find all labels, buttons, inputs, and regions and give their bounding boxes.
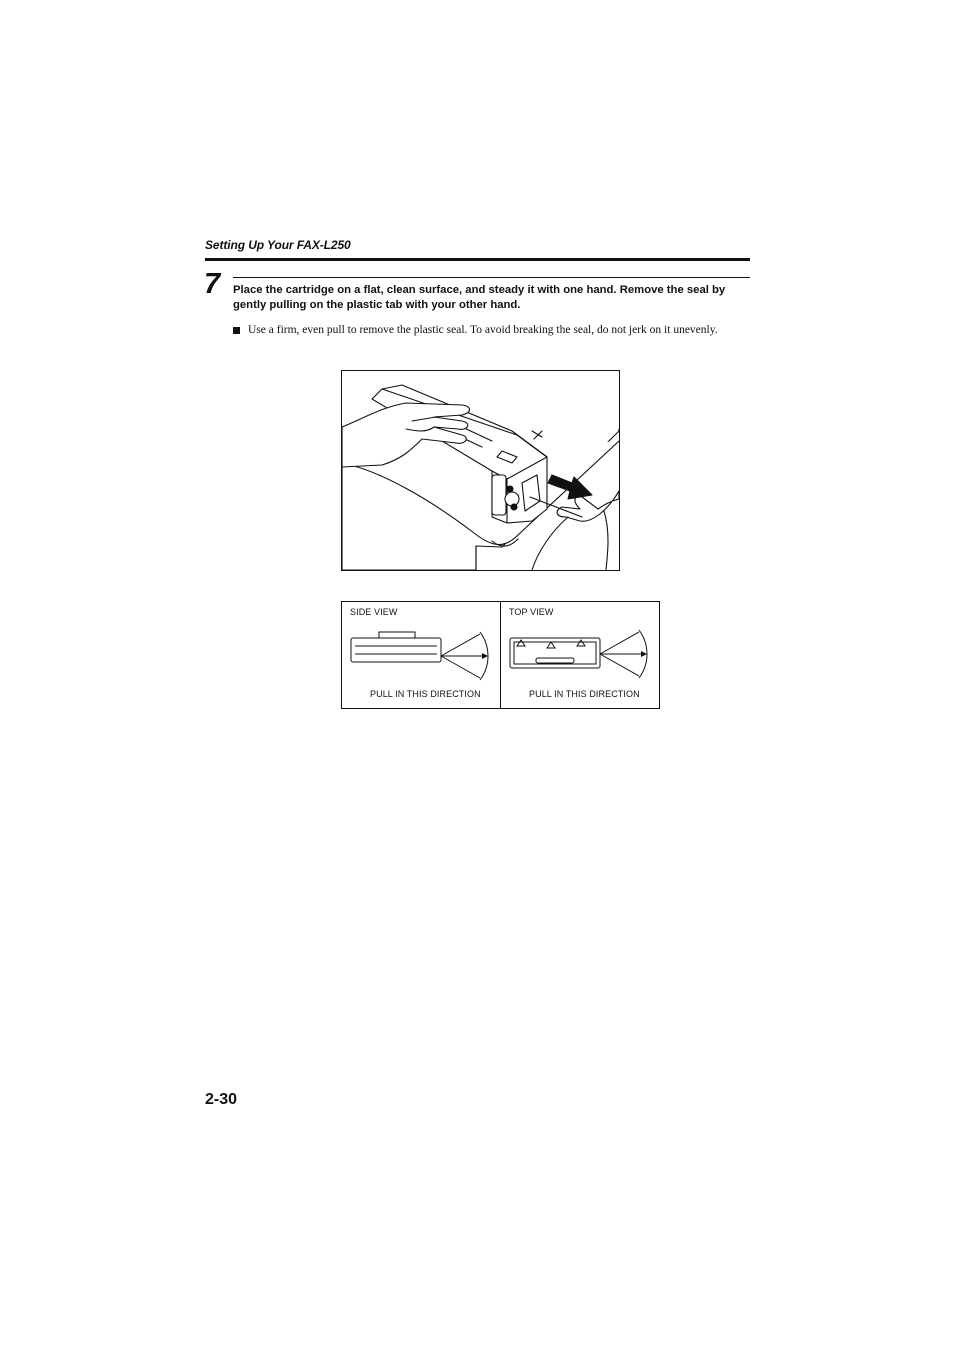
side-view-caption: PULL IN THIS DIRECTION (370, 689, 481, 699)
step-number: 7 (204, 268, 221, 300)
diagram-divider (500, 602, 501, 708)
pull-direction-diagram (341, 601, 660, 709)
bullet-square-icon (233, 327, 240, 334)
page-number: 2-30 (205, 1091, 238, 1108)
illustration-drawing (342, 371, 619, 570)
header-rule (205, 258, 750, 261)
step-rule (233, 277, 750, 278)
side-view-title: SIDE VIEW (350, 607, 398, 617)
note-text: Use a firm, even pull to remove the plastic seal. To avoid breaking the seal, do not jerk on it unevenly. (248, 324, 718, 336)
running-header: Setting Up Your FAX-L250 (205, 238, 351, 252)
side-view-drawing (342, 626, 500, 696)
cartridge-seal-illustration (341, 370, 620, 571)
top-view-drawing (501, 626, 659, 696)
top-view-caption: PULL IN THIS DIRECTION (529, 689, 640, 699)
top-view-title: TOP VIEW (509, 607, 554, 617)
step-instruction: Place the cartridge on a flat, clean surface, and steady it with one hand. Remove the seal by gently pulling on the plastic tab with your other hand. (233, 284, 726, 311)
